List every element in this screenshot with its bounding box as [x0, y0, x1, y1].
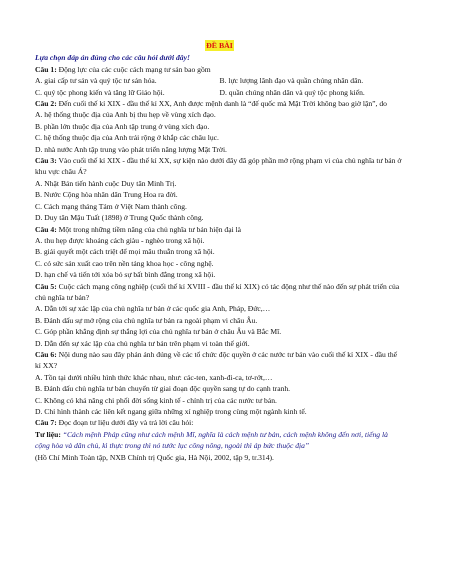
- option-a: A. giai cấp tư sản và quý tộc tư sản hóa.: [35, 76, 157, 86]
- option-b: B. lực lượng lãnh đạo và quần chúng nhân dân.: [219, 76, 364, 86]
- intro-instruction: Lựa chọn đáp án đúng cho các câu hỏi dưới đây!: [35, 53, 190, 63]
- question-6: [35, 349, 404, 372]
- option-a: A. Dẫn tới sự xác lập của chủ nghĩa tư bản ở các quốc gia Anh, Pháp, Đức,…: [35, 304, 271, 314]
- title-wrap: [35, 40, 404, 51]
- option-d: D. Duy tân Mậu Tuất (1898) ở Trung Quốc thành công.: [35, 213, 204, 223]
- option-a: A. thu hẹp được khoảng cách giàu - nghèo trong xã hội.: [35, 235, 205, 245]
- option-d: D. quần chúng nhân dân và quý tộc phong kiến.: [219, 87, 365, 97]
- exam-title: ĐỀ BÀI: [206, 41, 233, 50]
- source-citation: (Hồ Chí Minh Toàn tập, NXB Chính trị Quốc gia, Hà Nội, 2002, tập 9, tr.314).: [35, 452, 274, 462]
- option-c: C. có sức sản xuất cao trên nền tảng khoa học - công nghệ.: [35, 258, 214, 268]
- question-text: Đến cuối thế kỉ XIX - đầu thế kỉ XX, Anh được mệnh danh là “đế quốc mà Mặt Trời không bao giờ lặn”, do: [56, 99, 387, 109]
- question-label: Câu 2:: [35, 99, 57, 109]
- option-a: A. Tồn tại dưới nhiều hình thức khác nhau, như: các-ten, xanh-đi-ca, tơ-rớt,…: [35, 372, 273, 382]
- option-b: B. Đánh dấu chủ nghĩa tư bản chuyển từ giai đoạn độc quyền sang tự do cạnh tranh.: [35, 384, 291, 394]
- question-label: Câu 4:: [35, 224, 57, 234]
- question-label: Câu 1:: [35, 64, 57, 74]
- option-d: D. Dẫn đến sự xác lập của chủ nghĩa tư bản trên phạm vi toàn thế giới.: [35, 338, 250, 348]
- question-2: [35, 98, 404, 109]
- option-c: C. Cách mạng tháng Tám ở Việt Nam thành công.: [35, 201, 187, 211]
- options-row: [35, 87, 404, 98]
- question-3: [35, 155, 404, 178]
- question-label: Câu 7:: [35, 418, 57, 428]
- question-text: Động lực của các cuộc cách mạng tư sản bao gồm: [56, 64, 211, 74]
- question-label: Câu 6:: [35, 349, 57, 359]
- option-b: B. Đánh dấu sự mở rộng của chủ nghĩa tư bản ra ngoài phạm vi châu Âu.: [35, 315, 258, 325]
- option-c: C. hệ thống thuộc địa của Anh trải rộng ở khắp các châu lục.: [35, 133, 219, 143]
- option-c: C. Không có khả năng chi phối đời sống kinh tế - chính trị của các nước tư bản.: [35, 395, 277, 405]
- option-b: B. giải quyết một cách triệt để mọi mâu thuẫn trong xã hội.: [35, 247, 215, 257]
- question-text: Vào cuối thế kỉ XIX - đầu thế kỉ XX, sự kiện nào dưới đây đã góp phần mở rộng phạm vi của chủ nghĩa tư bản ở khu vực châu Á?: [35, 156, 402, 177]
- option-d: D. Chỉ hình thành các liên kết ngang giữa những xí nghiệp trong cùng một ngành kinh tế.: [35, 407, 307, 416]
- question-5: [35, 281, 404, 304]
- question-4: [35, 224, 404, 235]
- source-label: Tư liệu:: [35, 429, 61, 439]
- source-quote: “Cách mệnh Pháp cũng như cách mệnh Mĩ, nghĩa là cách mệnh tư bản, cách mệnh không đến nơi, tiếng là cộng hòa và dân chủ, kì thực trong thì nó tước lục công nông, ngoài thì áp bức thuộc địa”: [35, 429, 388, 451]
- source-excerpt: [35, 429, 404, 452]
- option-d: D. hạn chế và tiến tới xóa bỏ sự bất bình đẳng trong xã hội.: [35, 270, 216, 280]
- option-b: B. phần lớn thuộc địa của Anh tập trung ở vùng xích đạo.: [35, 121, 210, 131]
- option-c: C. Góp phần khẳng định sự thắng lợi của chủ nghĩa tư bản ở châu Âu và Bắc Mĩ.: [35, 327, 282, 337]
- question-1: [35, 64, 404, 75]
- question-text: Cuộc cách mạng công nghiệp (cuối thế kỉ XVIII - đầu thế kỉ XIX) có tác động như thế nào đến sự phát triển của chủ nghĩa tư bản?: [35, 281, 400, 302]
- option-a: A. Nhật Bản tiến hành cuộc Duy tân Minh Trị.: [35, 178, 177, 188]
- option-b: B. Nước Cộng hòa nhân dân Trung Hoa ra đời.: [35, 190, 178, 200]
- question-text: Đọc đoạn tư liệu dưới đây và trả lời câu hỏi:: [56, 418, 194, 428]
- question-label: Câu 5:: [35, 281, 57, 291]
- question-text: Nội dung nào sau đây phản ánh đúng về các tổ chức độc quyền ở các nước tư bản vào cuối thế kỉ XIX - đầu thế kỉ XX?: [35, 349, 397, 371]
- options-row: [35, 75, 404, 86]
- option-d: D. nhà nước Anh tập trung vào phát triển năng lượng Mặt Trời.: [35, 144, 227, 154]
- question-text: Một trong những tiềm năng của chủ nghĩa tư bản hiện đại là: [56, 224, 242, 234]
- option-c: C. quý tộc phong kiến và tăng lữ Giáo hội.: [35, 87, 165, 97]
- question-7: [35, 417, 404, 428]
- option-a: A. hệ thống thuộc địa của Anh bị thu hẹp về vùng xích đạo.: [35, 110, 216, 120]
- question-label: Câu 3:: [35, 156, 57, 166]
